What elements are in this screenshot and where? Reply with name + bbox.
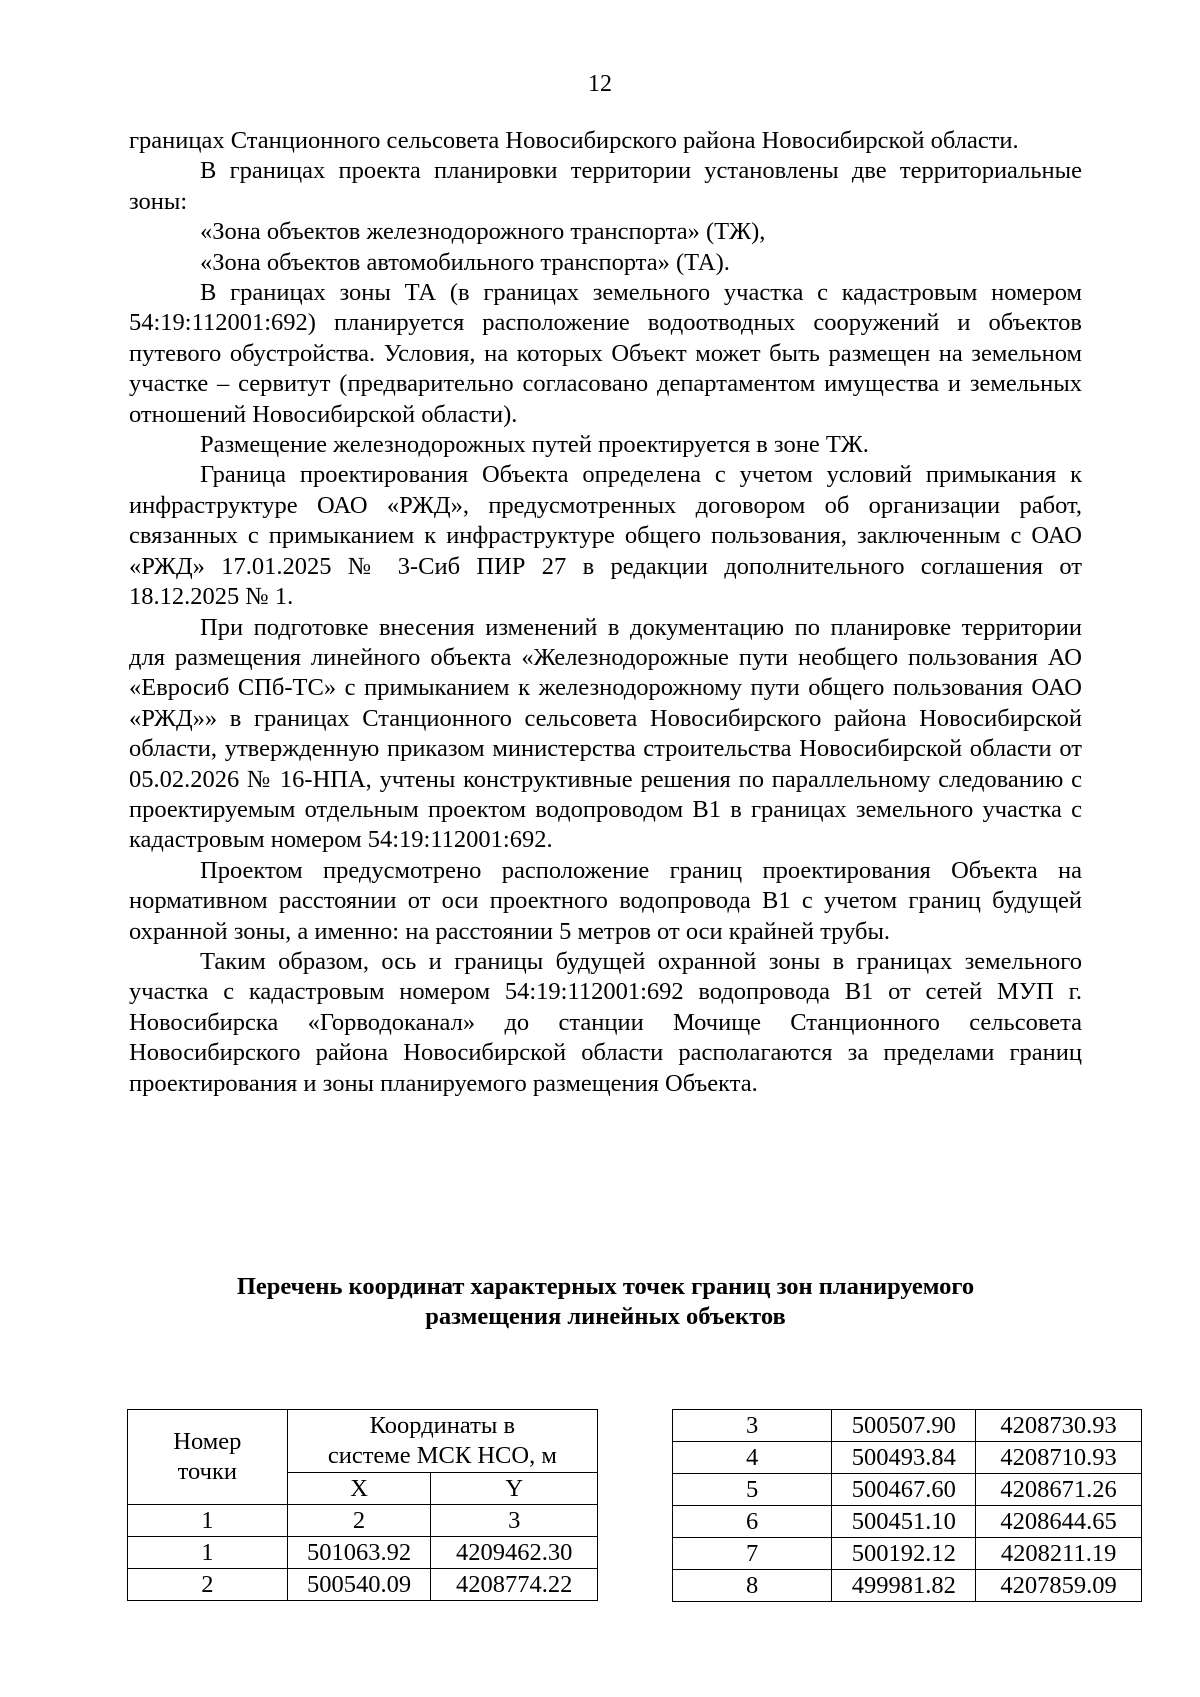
- table-row: [673, 1442, 1142, 1474]
- table-row: [673, 1410, 1142, 1442]
- x-cell: 500540.09: [287, 1569, 431, 1601]
- table-row: [673, 1474, 1142, 1506]
- paragraph: «Зона объектов железнодорожного транспорта» (ТЖ),: [200, 218, 766, 246]
- header-point-number: Номер точки: [128, 1410, 288, 1505]
- table-row: [128, 1537, 598, 1569]
- section-title-line: размещения линейных объектов: [425, 1303, 786, 1330]
- column-number: 3: [431, 1505, 598, 1537]
- paragraph: В границах зоны ТА (в границах земельного участка с кадастровым номером 54:19:112001:692) планируется расположение водоотводных сооружений и объектов путевого обустройства. Условия, на которых Объект может быть размещен на земельном участке – сервитут (предварительно согласовано департаментом имущества и земельных отношений Новосибирской области).: [129, 279, 1082, 428]
- x-cell: 499981.82: [832, 1570, 976, 1602]
- paragraph: «Зона объектов автомобильного транспорта» (ТА).: [200, 248, 730, 276]
- paragraph: Таким образом, ось и границы будущей охранной зоны в границах земельного участка с кадастровым номером 54:19:112001:692 водопровода В1 от сетей МУП г. Новосибирска «Горводоканал» до станции Мочище Станционного сельсовета Новосибирского района Новосибирской области располагаются за пределами границ проектирования и зоны планируемого размещения Объекта.: [129, 947, 1082, 1097]
- y-cell: 4208211.19: [976, 1538, 1142, 1570]
- column-number: 1: [128, 1505, 288, 1537]
- x-cell: 500507.90: [832, 1410, 976, 1442]
- header-x: X: [287, 1473, 431, 1505]
- table-row: [128, 1569, 598, 1601]
- body-text: [129, 126, 1082, 1099]
- y-cell: 4208644.65: [976, 1506, 1142, 1538]
- x-cell: 500192.12: [832, 1538, 976, 1570]
- table-row: [673, 1506, 1142, 1538]
- y-cell: 4207859.09: [976, 1570, 1142, 1602]
- paragraph: При подготовке внесения изменений в документацию по планировке территории для размещения линейного объекта «Железнодорожные пути необщего пользования АО «Евросиб СПб-ТС» с примыканием к железнодорожному пути общего пользования ОАО «РЖД»» в границах Станционного сельсовета Новосибирского района Новосибирской области, утвержденную приказом министерства строительства Новосибирской области от 05.02.2026 № 16-НПА, учтены конструктивные решения по параллельному следованию с проектируемым отдельным проектом водопроводом В1 в границах земельного участка с кадастровым номером 54:19:112001:692.: [129, 613, 1082, 854]
- table-row: [673, 1538, 1142, 1570]
- paragraph: Граница проектирования Объекта определена с учетом условий примыкания к инфраструктуре ОАО «РЖД», предусмотренных договором об организации работ, связанных с примыканием к инфраструктуре общего пользования, заключенным с ОАО «РЖД» 17.01.2025 № 3-Сиб ПИР 27 в редакции дополнительного соглашения от 18.12.2025 № 1.: [129, 461, 1082, 611]
- point-number-cell: 7: [673, 1538, 832, 1570]
- x-cell: 500467.60: [832, 1474, 976, 1506]
- y-cell: 4208774.22: [431, 1569, 598, 1601]
- point-number-cell: 5: [673, 1474, 832, 1506]
- y-cell: 4208710.93: [976, 1442, 1142, 1474]
- point-number-cell: 3: [673, 1410, 832, 1442]
- paragraph: Проектом предусмотрено расположение границ проектирования Объекта на нормативном расстоянии от оси проектного водопровода В1 с учетом границ будущей охранной зоны, а именно: на расстоянии 5 метров от оси крайней трубы.: [129, 856, 1082, 945]
- paragraph: В границах проекта планировки территории установлены две территориальные зоны:: [129, 157, 1082, 215]
- x-cell: 500451.10: [832, 1506, 976, 1538]
- section-title: [129, 1272, 1082, 1332]
- page-number: 12: [588, 71, 612, 97]
- point-number-cell: 1: [128, 1537, 288, 1569]
- coordinates-table-left: [127, 1409, 598, 1601]
- point-number-cell: 4: [673, 1442, 832, 1474]
- point-number-cell: 6: [673, 1506, 832, 1538]
- y-cell: 4209462.30: [431, 1537, 598, 1569]
- paragraph: границах Станционного сельсовета Новосибирского района Новосибирской области.: [129, 127, 1019, 154]
- header-coordinate-system: Координаты в системе МСК НСО, м: [287, 1410, 597, 1473]
- y-cell: 4208671.26: [976, 1474, 1142, 1506]
- header-y: Y: [431, 1473, 598, 1505]
- point-number-cell: 8: [673, 1570, 832, 1602]
- coordinates-table-right: [672, 1409, 1142, 1602]
- y-cell: 4208730.93: [976, 1410, 1142, 1442]
- section-title-line: Перечень координат характерных точек границ зон планируемого: [236, 1273, 975, 1300]
- paragraph: Размещение железнодорожных путей проектируется в зоне ТЖ.: [200, 431, 869, 459]
- x-cell: 500493.84: [832, 1442, 976, 1474]
- x-cell: 501063.92: [287, 1537, 431, 1569]
- point-number-cell: 2: [128, 1569, 288, 1601]
- column-number: 2: [287, 1505, 431, 1537]
- table-row: [673, 1570, 1142, 1602]
